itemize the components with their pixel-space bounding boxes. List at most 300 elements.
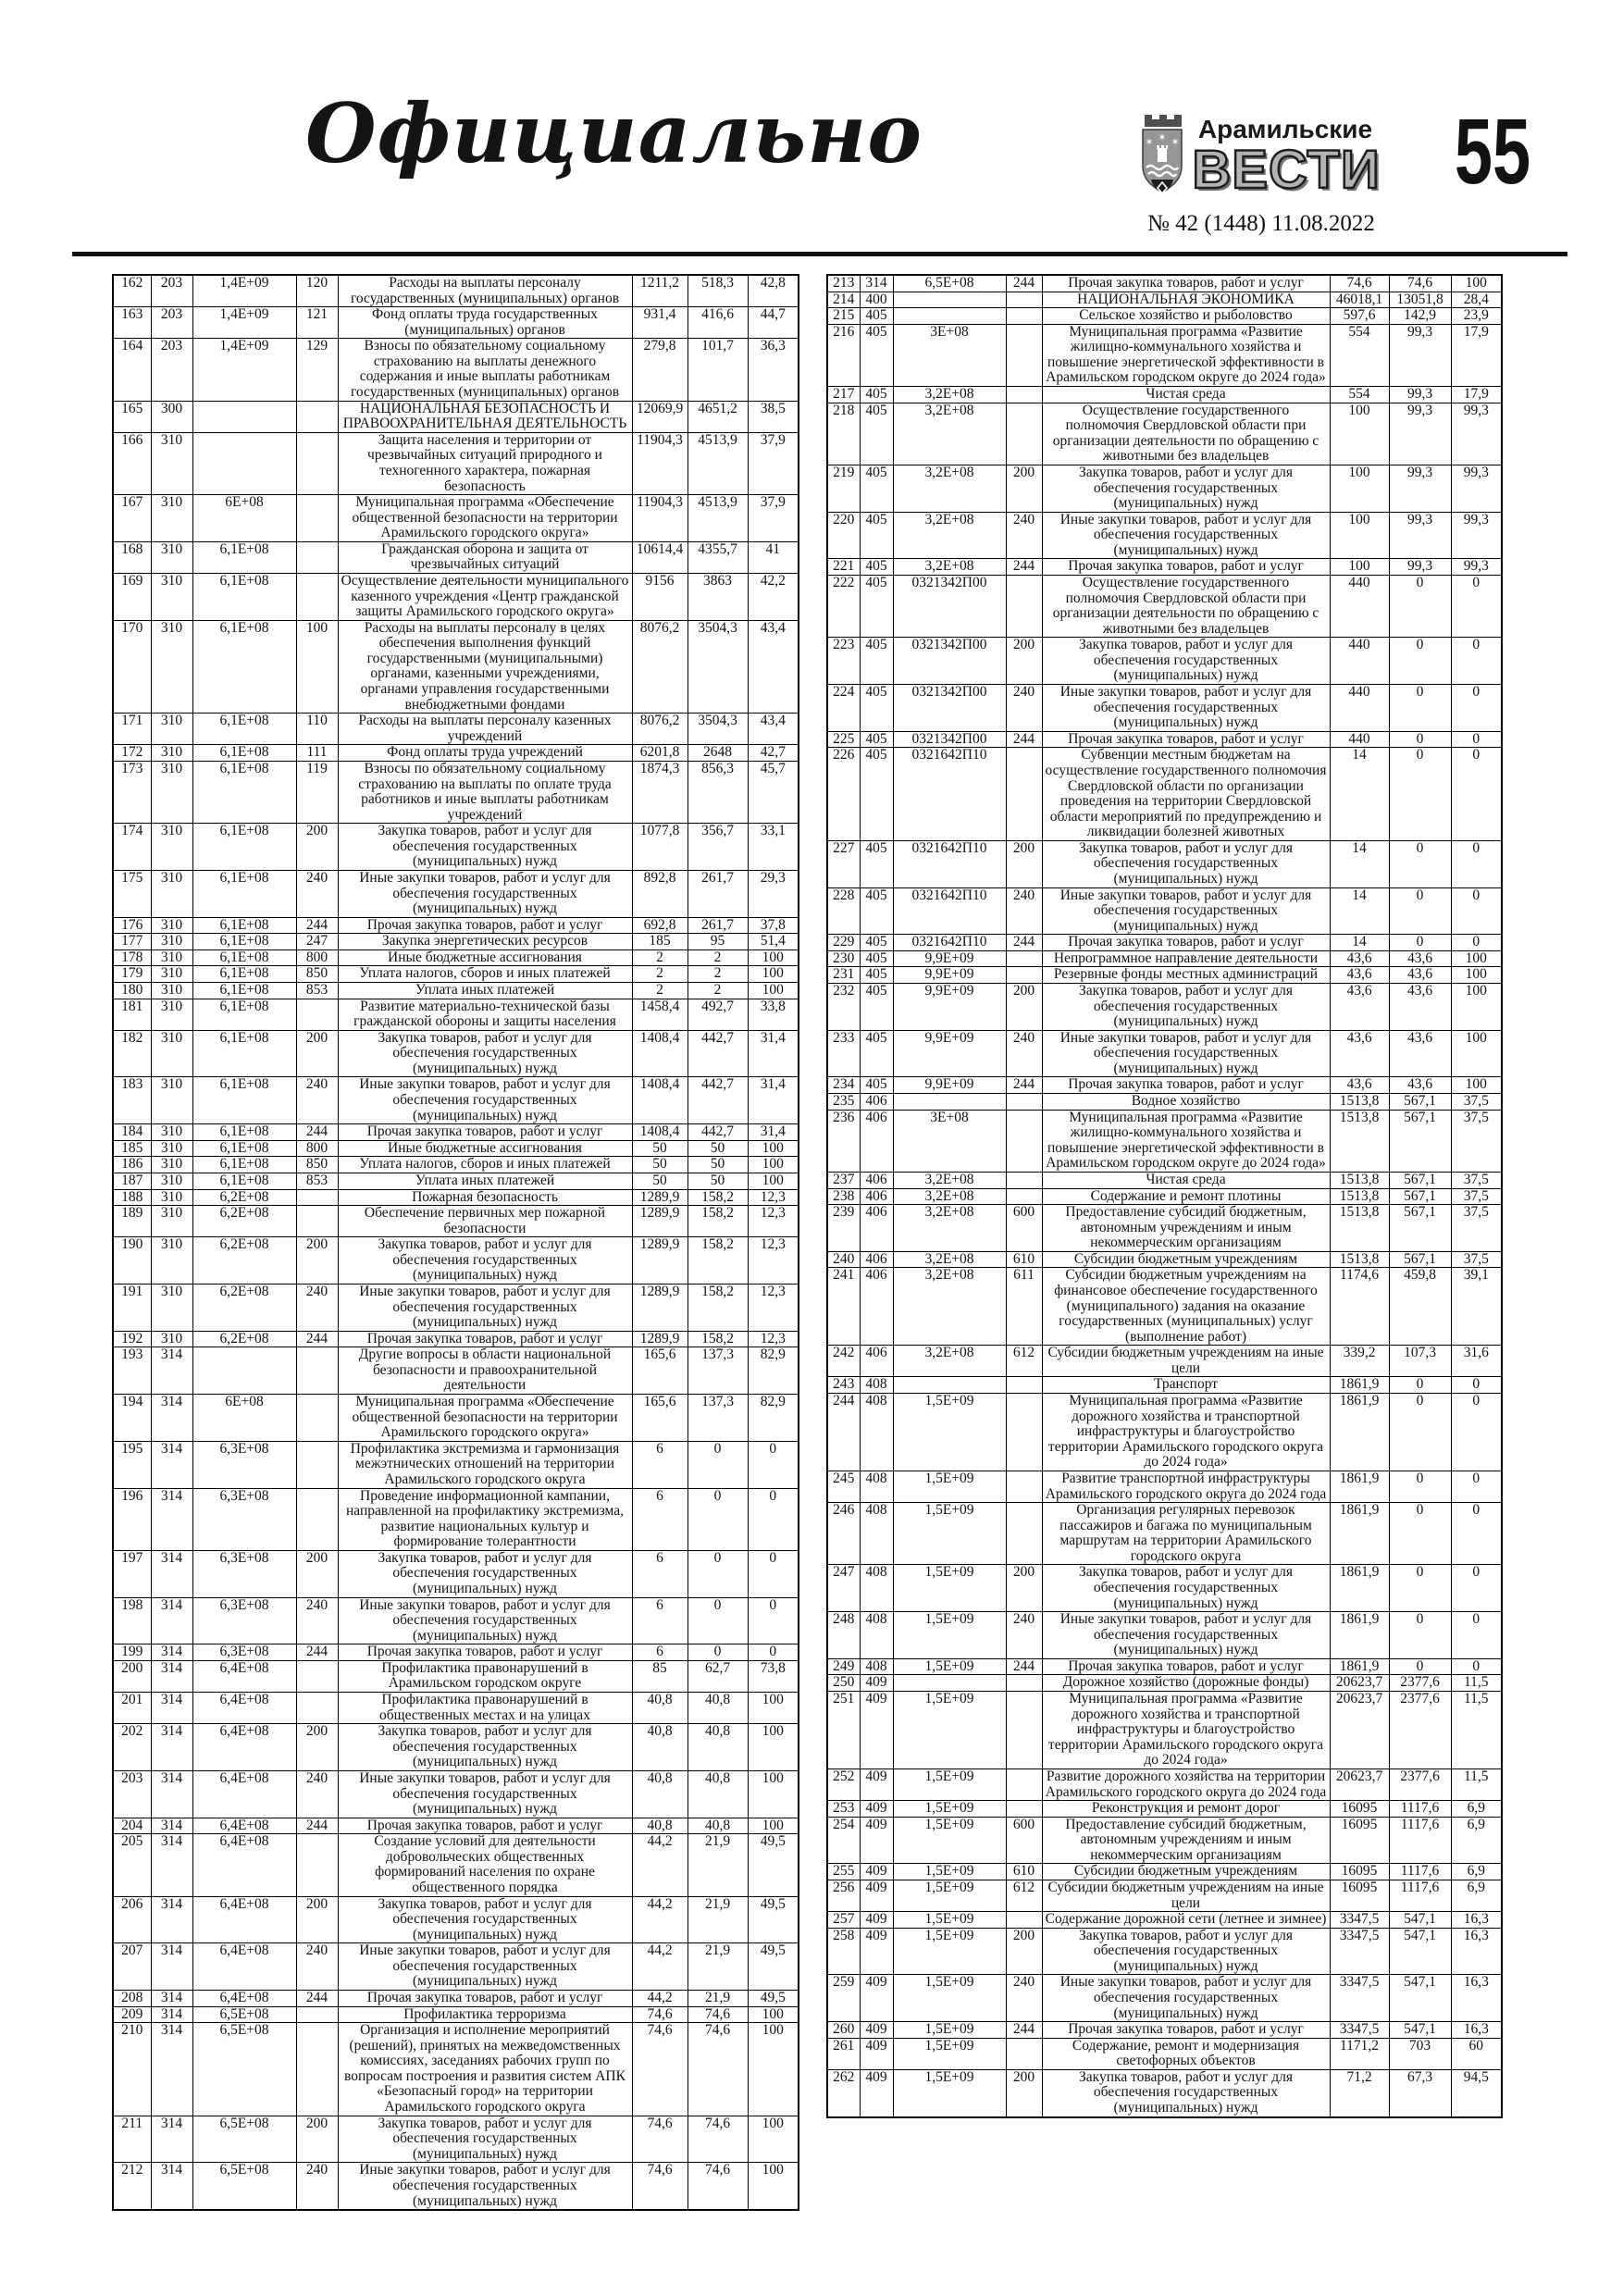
cell-target: 1,5E+09 <box>893 1801 1006 1818</box>
cell-percent: 37,5 <box>1451 1172 1502 1188</box>
cell-description: Дорожное хозяйство (дорожные фонды) <box>1042 1675 1330 1692</box>
budget-row <box>113 1189 799 1206</box>
budget-row <box>113 1644 799 1661</box>
cell-section: 310 <box>151 917 192 934</box>
cell-section: 409 <box>860 2069 893 2116</box>
cell-plan: 1289,9 <box>632 1285 688 1332</box>
budget-row <box>113 1347 799 1395</box>
cell-target: 1,5E+09 <box>893 1912 1006 1929</box>
cell-plan: 1289,9 <box>632 1206 688 1237</box>
cell-target: 6,2E+08 <box>192 1331 296 1347</box>
cell-percent: 37,5 <box>1451 1205 1502 1252</box>
cell-percent: 100 <box>748 2116 799 2163</box>
cell-target: 6,1E+08 <box>192 983 296 999</box>
cell-num: 169 <box>113 573 151 620</box>
cell-type: 244 <box>296 1991 338 2007</box>
cell-type: 244 <box>296 1818 338 1834</box>
cell-target: 1,5E+09 <box>893 2022 1006 2039</box>
cell-section: 409 <box>860 1692 893 1769</box>
cell-plan: 14 <box>1330 935 1389 951</box>
cell-fact: 0 <box>1389 1503 1451 1565</box>
budget-row <box>113 2163 799 2210</box>
cell-description: Иные закупки товаров, работ и услуг для обеспечения государственных (муниципальных) нужд <box>338 1943 632 1991</box>
cell-percent: 0 <box>748 1441 799 1488</box>
cell-fact: 0 <box>1389 748 1451 840</box>
cell-percent: 6,9 <box>1451 1817 1502 1864</box>
cell-fact: 99,3 <box>1389 387 1451 403</box>
budget-row <box>827 275 1502 292</box>
cell-section: 405 <box>860 387 893 403</box>
cell-section: 405 <box>860 950 893 967</box>
cell-percent: 23,9 <box>1451 308 1502 325</box>
cell-fact: 40,8 <box>688 1818 748 1834</box>
cell-num: 185 <box>113 1140 151 1157</box>
cell-section: 405 <box>860 638 893 685</box>
budget-row <box>113 1550 799 1597</box>
budget-row <box>827 887 1502 935</box>
cell-target: 1,5E+09 <box>893 1658 1006 1675</box>
cell-percent: 100 <box>748 1140 799 1157</box>
cell-percent: 100 <box>748 1818 799 1834</box>
cell-target: 6,1E+08 <box>192 1173 296 1189</box>
cell-plan: 40,8 <box>632 1693 688 1724</box>
cell-section: 409 <box>860 1928 893 1975</box>
cell-percent: 43,4 <box>748 620 799 713</box>
cell-section: 310 <box>151 1206 192 1237</box>
cell-target: 3,2E+08 <box>893 403 1006 465</box>
cell-section: 310 <box>151 1173 192 1189</box>
cell-description: Непрограммное направление деятельности <box>1042 950 1330 967</box>
cell-description: Организация и исполнение мероприятий (решений), принятых на межведомственных комиссиях, заседаниях рабочих групп по вопросам построения и развития систем АПК «Безопасный город» на территории Арамильского городского округа <box>338 2023 632 2116</box>
issue-date-line: № 42 (1448) 11.08.2022 <box>1147 211 1375 236</box>
cell-plan: 279,8 <box>632 339 688 401</box>
cell-type <box>296 1441 338 1488</box>
cell-plan: 440 <box>1330 685 1389 732</box>
cell-type: 240 <box>296 870 338 917</box>
budget-row <box>113 432 799 494</box>
cell-num: 210 <box>113 2023 151 2116</box>
cell-section: 314 <box>151 1347 192 1395</box>
cell-section: 314 <box>151 1597 192 1644</box>
cell-description: Уплата налогов, сборов и иных платежей <box>338 1157 632 1173</box>
budget-row <box>113 745 799 762</box>
cell-section: 405 <box>860 685 893 732</box>
cell-section: 405 <box>860 731 893 748</box>
cell-target: 1,5E+09 <box>893 1864 1006 1880</box>
cell-percent: 31,4 <box>748 1030 799 1077</box>
cell-fact: 0 <box>688 1441 748 1488</box>
budget-row <box>113 1441 799 1488</box>
cell-percent: 100 <box>748 2163 799 2210</box>
cell-type: 111 <box>296 745 338 762</box>
cell-fact: 158,2 <box>688 1285 748 1332</box>
budget-row <box>113 339 799 401</box>
cell-description: Иные закупки товаров, работ и услуг для обеспечения государственных (муниципальных) нужд <box>338 2163 632 2210</box>
budget-row <box>827 1692 1502 1769</box>
budget-row <box>113 2006 799 2023</box>
cell-num: 177 <box>113 934 151 950</box>
cell-description: Муниципальная программа «Развитие дорожного хозяйства и транспортной инфраструктуры и благоустройство территории Арамильского городского округа до 2024 года» <box>1042 1394 1330 1471</box>
cell-percent: 100 <box>748 2023 799 2116</box>
cell-percent: 51,4 <box>748 934 799 950</box>
budget-row <box>827 1205 1502 1252</box>
cell-type: 240 <box>1006 685 1042 732</box>
cell-num: 196 <box>113 1488 151 1550</box>
cell-percent: 12,3 <box>748 1206 799 1237</box>
cell-type <box>1006 1769 1042 1800</box>
budget-row <box>113 573 799 620</box>
cell-description: Защита населения и территории от чрезвычайных ситуаций природного и техногенного характера, пожарная безопасность <box>338 432 632 494</box>
cell-fact: 547,1 <box>1389 1975 1451 2022</box>
budget-row <box>113 714 799 745</box>
budget-row <box>827 1377 1502 1394</box>
cell-num: 192 <box>113 1331 151 1347</box>
cell-description: Прочая закупка товаров, работ и услуг <box>338 1818 632 1834</box>
cell-description: Развитие дорожного хозяйства на территории Арамильского городского округа до 2024 года <box>1042 1769 1330 1800</box>
cell-target: 6,1E+08 <box>192 949 296 966</box>
cell-fact: 74,6 <box>688 2006 748 2023</box>
budget-row <box>113 1285 799 1332</box>
cell-description: Субвенции местным бюджетам на осуществление государственного полномочия Свердловской области по организации проведения на территории Свердловской области мероприятий по предупреждению и ликвидации болезней животных <box>1042 748 1330 840</box>
budget-row <box>113 1395 799 1442</box>
cell-percent: 6,9 <box>1451 1880 1502 1911</box>
cell-type <box>296 1693 338 1724</box>
cell-num: 232 <box>827 984 860 1031</box>
cell-percent: 6,9 <box>1451 1864 1502 1880</box>
cell-type: 129 <box>296 339 338 401</box>
newspaper-logo <box>1134 100 1578 252</box>
cell-fact: 67,3 <box>1389 2069 1451 2116</box>
cell-plan: 440 <box>1330 575 1389 637</box>
cell-target: 6,1E+08 <box>192 1030 296 1077</box>
budget-row <box>827 1975 1502 2022</box>
budget-table-right <box>826 274 1503 2118</box>
cell-fact: 2377,6 <box>1389 1675 1451 1692</box>
cell-description: Уплата налогов, сборов и иных платежей <box>338 966 632 983</box>
cell-fact: 50 <box>688 1173 748 1189</box>
cell-type <box>1006 950 1042 967</box>
budget-row <box>827 575 1502 637</box>
cell-num: 170 <box>113 620 151 713</box>
cell-num: 205 <box>113 1834 151 1896</box>
cell-section: 310 <box>151 1189 192 1206</box>
cell-plan: 40,8 <box>632 1770 688 1818</box>
cell-num: 187 <box>113 1173 151 1189</box>
cell-type: 244 <box>296 1124 338 1141</box>
cell-percent: 12,3 <box>748 1189 799 1206</box>
cell-section: 310 <box>151 495 192 542</box>
cell-fact: 74,6 <box>688 2116 748 2163</box>
cell-plan: 339,2 <box>1330 1346 1389 1377</box>
cell-description: Расходы на выплаты персоналу казенных учреждений <box>338 714 632 745</box>
page-number: 55 <box>1454 100 1531 204</box>
cell-num: 262 <box>827 2069 860 2116</box>
cell-type: 850 <box>296 1157 338 1173</box>
cell-target: 3,2E+08 <box>893 1172 1006 1188</box>
header-divider <box>72 252 1567 256</box>
cell-fact: 2648 <box>688 745 748 762</box>
cell-percent: 82,9 <box>748 1395 799 1442</box>
budget-row <box>827 1880 1502 1911</box>
cell-section: 203 <box>151 307 192 339</box>
budget-row <box>113 1331 799 1347</box>
cell-fact: 2377,6 <box>1389 1692 1451 1769</box>
cell-target: 1,5E+09 <box>893 1394 1006 1471</box>
cell-target <box>893 1377 1006 1394</box>
cell-description: Содержание дорожной сети (летнее и зимнее) <box>1042 1912 1330 1929</box>
cell-plan: 74,6 <box>1330 275 1389 292</box>
cell-description: Фонд оплаты труда государственных (муниципальных) органов <box>338 307 632 339</box>
cell-description: Чистая среда <box>1042 1172 1330 1188</box>
cell-type <box>296 1834 338 1896</box>
cell-section: 405 <box>860 465 893 512</box>
cell-plan: 1861,9 <box>1330 1612 1389 1659</box>
cell-percent: 0 <box>1451 840 1502 887</box>
cell-target: 1,5E+09 <box>893 1612 1006 1659</box>
cell-description: Закупка товаров, работ и услуг для обеспечения государственных (муниципальных) нужд <box>1042 1928 1330 1975</box>
cell-type: 200 <box>1006 840 1042 887</box>
cell-target: 0321642П10 <box>893 840 1006 887</box>
cell-target <box>893 292 1006 308</box>
cell-fact: 21,9 <box>688 1991 748 2007</box>
cell-section: 405 <box>860 748 893 840</box>
cell-description: Другие вопросы в области национальной безопасности и правоохранительной деятельности <box>338 1347 632 1395</box>
cell-percent: 28,4 <box>1451 292 1502 308</box>
cell-description: Развитие материально-технической базы гражданской обороны и защиты населения <box>338 999 632 1030</box>
cell-num: 181 <box>113 999 151 1030</box>
cell-description: Муниципальная программа «Обеспечение общественной безопасности на территории Арамильского городского округа» <box>338 495 632 542</box>
cell-description: Иные закупки товаров, работ и услуг для обеспечения государственных (муниципальных) нужд <box>1042 1975 1330 2022</box>
cell-num: 223 <box>827 638 860 685</box>
cell-plan: 185 <box>632 934 688 950</box>
cell-num: 182 <box>113 1030 151 1077</box>
cell-target: 6,3E+08 <box>192 1550 296 1597</box>
cell-percent: 37,9 <box>748 432 799 494</box>
cell-percent: 100 <box>1451 275 1502 292</box>
budget-row <box>113 275 799 307</box>
budget-row <box>827 512 1502 559</box>
budget-row <box>113 1124 799 1141</box>
cell-percent: 49,5 <box>748 1896 799 1943</box>
cell-fact: 158,2 <box>688 1189 748 1206</box>
cell-section: 310 <box>151 573 192 620</box>
cell-description: Чистая среда <box>1042 387 1330 403</box>
cell-target: 6,3E+08 <box>192 1644 296 1661</box>
budget-row <box>113 307 799 339</box>
cell-fact: 137,3 <box>688 1395 748 1442</box>
cell-num: 227 <box>827 840 860 887</box>
cell-type <box>296 432 338 494</box>
cell-percent: 31,4 <box>748 1124 799 1141</box>
cell-type: 244 <box>1006 275 1042 292</box>
budget-row <box>113 917 799 934</box>
cell-type: 240 <box>296 1077 338 1124</box>
cell-section: 310 <box>151 432 192 494</box>
cell-num: 183 <box>113 1077 151 1124</box>
cell-target: 9,9E+09 <box>893 967 1006 984</box>
budget-row <box>113 1597 799 1644</box>
cell-type <box>1006 387 1042 403</box>
cell-num: 229 <box>827 935 860 951</box>
cell-type: 200 <box>1006 2069 1042 2116</box>
cell-section: 406 <box>860 1172 893 1188</box>
budget-row <box>827 1658 1502 1675</box>
cell-num: 218 <box>827 403 860 465</box>
cell-section: 406 <box>860 1094 893 1111</box>
cell-description: Муниципальная программа «Обеспечение общественной безопасности на территории Арамильского городского округа» <box>338 1395 632 1442</box>
cell-type: 600 <box>1006 1817 1042 1864</box>
cell-plan: 1513,8 <box>1330 1110 1389 1172</box>
svg-text:✶: ✶ <box>1145 137 1154 148</box>
cell-fact: 21,9 <box>688 1943 748 1991</box>
cell-type: 850 <box>296 966 338 983</box>
cell-percent: 0 <box>748 1644 799 1661</box>
cell-num: 242 <box>827 1346 860 1377</box>
cell-fact: 0 <box>1389 887 1451 935</box>
cell-type: 244 <box>1006 559 1042 576</box>
cell-num: 163 <box>113 307 151 339</box>
cell-plan: 440 <box>1330 731 1389 748</box>
cell-section: 300 <box>151 401 192 432</box>
cell-num: 195 <box>113 1441 151 1488</box>
cell-plan: 16095 <box>1330 1880 1389 1911</box>
cell-type: 800 <box>296 949 338 966</box>
cell-plan: 440 <box>1330 638 1389 685</box>
cell-fact: 567,1 <box>1389 1188 1451 1205</box>
cell-num: 201 <box>113 1693 151 1724</box>
cell-fact: 567,1 <box>1389 1172 1451 1188</box>
cell-type: 240 <box>1006 887 1042 935</box>
budget-row <box>113 1030 799 1077</box>
cell-description: Уплата иных платежей <box>338 983 632 999</box>
cell-fact: 4355,7 <box>688 541 748 573</box>
cell-percent: 100 <box>748 1157 799 1173</box>
cell-description: Взносы по обязательному социальному страхованию на выплаты денежного содержания и иные выплаты работникам государственных (муниципальных) органов <box>338 339 632 401</box>
cell-fact: 0 <box>688 1644 748 1661</box>
budget-row <box>113 2116 799 2163</box>
cell-plan: 43,6 <box>1330 950 1389 967</box>
budget-row <box>827 308 1502 325</box>
cell-description: Прочая закупка товаров, работ и услуг <box>1042 1077 1330 1094</box>
cell-percent: 0 <box>1451 887 1502 935</box>
cell-num: 237 <box>827 1172 860 1188</box>
cell-fact: 3863 <box>688 573 748 620</box>
cell-section: 314 <box>860 275 893 292</box>
cell-type: 800 <box>296 1140 338 1157</box>
cell-fact: 0 <box>1389 685 1451 732</box>
cell-section: 409 <box>860 1801 893 1818</box>
cell-target: 9,9E+09 <box>893 984 1006 1031</box>
cell-target: 3,2E+08 <box>893 387 1006 403</box>
cell-target: 6E+08 <box>192 1395 296 1442</box>
cell-percent: 0 <box>1451 1394 1502 1471</box>
cell-section: 310 <box>151 1077 192 1124</box>
cell-type: 244 <box>1006 1077 1042 1094</box>
cell-num: 197 <box>113 1550 151 1597</box>
cell-description: Прочая закупка товаров, работ и услуг <box>338 917 632 934</box>
cell-percent: 99,3 <box>1451 559 1502 576</box>
cell-section: 408 <box>860 1377 893 1394</box>
cell-target: 0321642П10 <box>893 887 1006 935</box>
cell-description: Реконструкция и ремонт дорог <box>1042 1801 1330 1818</box>
cell-description: Прочая закупка товаров, работ и услуг <box>1042 731 1330 748</box>
cell-section: 314 <box>151 1488 192 1550</box>
cell-type: 240 <box>296 1285 338 1332</box>
cell-type: 100 <box>296 620 338 713</box>
cell-target <box>192 1347 296 1395</box>
cell-description: Расходы на выплаты персоналу в целях обеспечения выполнения функций государственными (муниципальными) органами, казенными учреждениями, органами управления государственными внебюджетными фондами <box>338 620 632 713</box>
cell-target: 3E+08 <box>893 1110 1006 1172</box>
cell-fact: 0 <box>1389 840 1451 887</box>
budget-row <box>827 1912 1502 1929</box>
cell-description: Прочая закупка товаров, работ и услуг <box>1042 275 1330 292</box>
cell-type: 240 <box>296 2163 338 2210</box>
budget-row <box>827 465 1502 512</box>
budget-row <box>827 731 1502 748</box>
cell-num: 231 <box>827 967 860 984</box>
budget-row <box>827 1077 1502 1094</box>
cell-description: Субсидии бюджетным учреждениям на финансовое обеспечение государственного (муниципального) задания на оказание государственных (муниципальных) услуг (выполнение работ) <box>1042 1268 1330 1346</box>
cell-num: 243 <box>827 1377 860 1394</box>
cell-fact: 2 <box>688 966 748 983</box>
cell-fact: 101,7 <box>688 339 748 401</box>
budget-row <box>113 1077 799 1124</box>
cell-target: 6,4E+08 <box>192 1943 296 1991</box>
cell-plan: 85 <box>632 1660 688 1692</box>
cell-description: Профилактика правонарушений в Арамильском городском округе <box>338 1660 632 1692</box>
cell-num: 189 <box>113 1206 151 1237</box>
cell-type: 110 <box>296 714 338 745</box>
cell-num: 225 <box>827 731 860 748</box>
cell-percent: 16,3 <box>1451 1912 1502 1929</box>
cell-percent: 100 <box>1451 1077 1502 1094</box>
budget-row <box>113 1157 799 1173</box>
cell-num: 178 <box>113 949 151 966</box>
cell-section: 405 <box>860 575 893 637</box>
cell-num: 252 <box>827 1769 860 1800</box>
budget-row <box>827 2069 1502 2116</box>
cell-plan: 1861,9 <box>1330 1471 1389 1502</box>
cell-plan: 1513,8 <box>1330 1251 1389 1268</box>
cell-num: 257 <box>827 1912 860 1929</box>
cell-plan: 1211,2 <box>632 275 688 307</box>
cell-fact: 0 <box>1389 1471 1451 1502</box>
budget-row <box>113 1896 799 1943</box>
cell-num: 255 <box>827 1864 860 1880</box>
cell-percent: 49,5 <box>748 1991 799 2007</box>
cell-target: 0321642П10 <box>893 748 1006 840</box>
cell-description: Иные бюджетные ассигнования <box>338 1140 632 1157</box>
cell-fact: 1117,6 <box>1389 1801 1451 1818</box>
cell-description: Профилактика экстремизма и гармонизация межэтнических отношений на территории Арамильского городского округа <box>338 1441 632 1488</box>
cell-percent: 41 <box>748 541 799 573</box>
cell-section: 314 <box>151 1395 192 1442</box>
cell-plan: 1861,9 <box>1330 1565 1389 1612</box>
cell-type <box>1006 1188 1042 1205</box>
cell-plan: 597,6 <box>1330 308 1389 325</box>
cell-percent: 0 <box>1451 1658 1502 1675</box>
budget-row <box>113 1140 799 1157</box>
cell-section: 409 <box>860 1864 893 1880</box>
cell-target <box>192 432 296 494</box>
cell-plan: 1289,9 <box>632 1237 688 1285</box>
cell-num: 193 <box>113 1347 151 1395</box>
cell-type <box>296 1660 338 1692</box>
cell-description: Резервные фонды местных администраций <box>1042 967 1330 984</box>
cell-fact: 1117,6 <box>1389 1864 1451 1880</box>
cell-fact: 416,6 <box>688 307 748 339</box>
cell-plan: 1289,9 <box>632 1331 688 1347</box>
